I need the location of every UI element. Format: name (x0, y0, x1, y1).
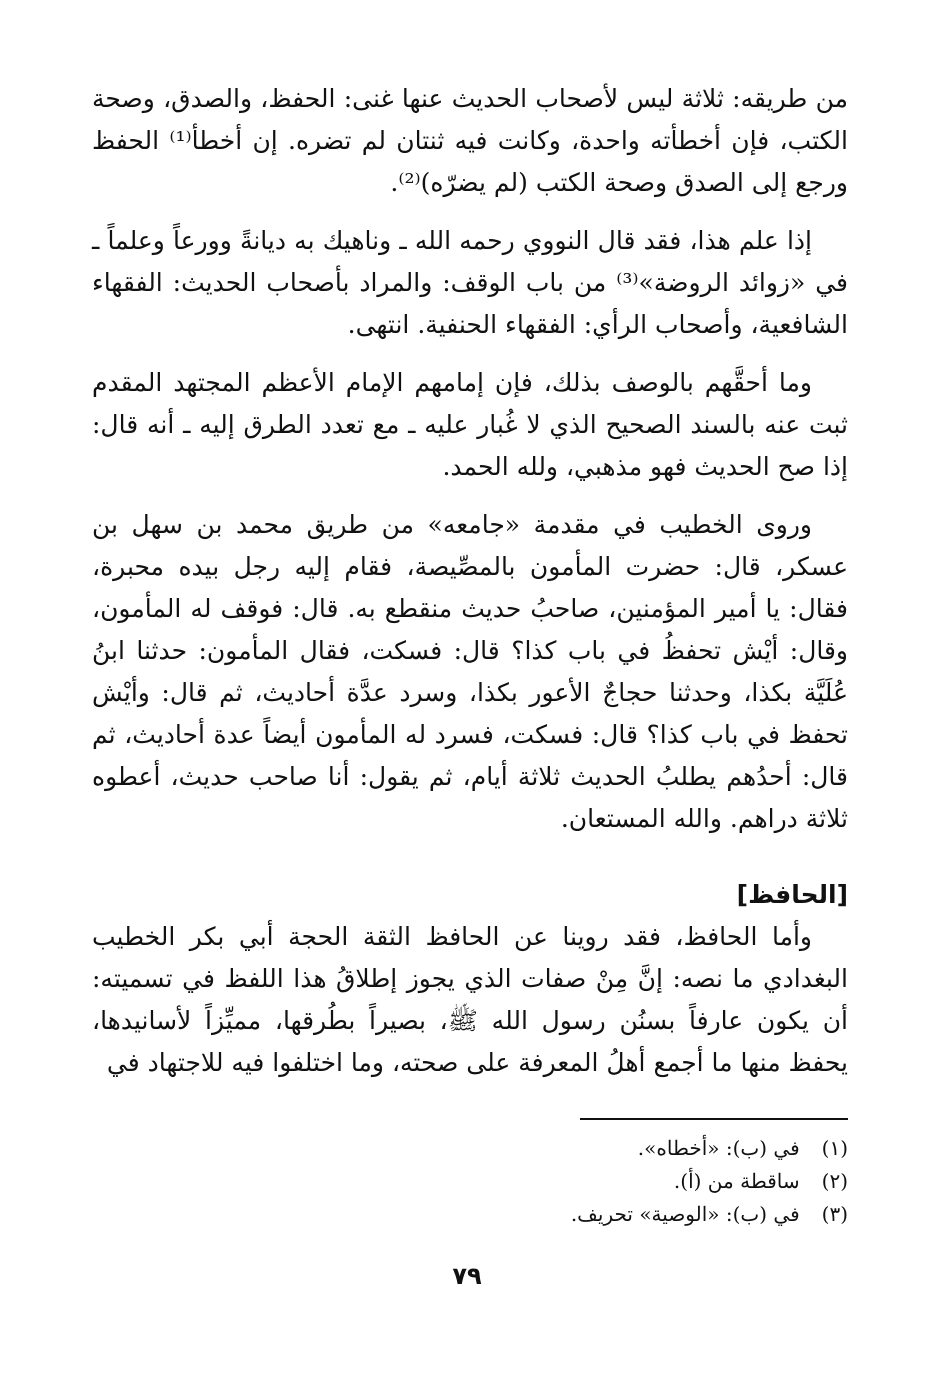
footnote-number: (١) (821, 1136, 848, 1160)
footnote-3 (92, 1198, 848, 1231)
footnotes (92, 1132, 848, 1231)
footnote-number: (٣) (821, 1202, 848, 1226)
footnote-text: في (ب): «أخطاه». (637, 1136, 800, 1160)
footnote-2 (92, 1165, 848, 1198)
paragraph-2: إذا علم هذا، فقد قال النووي رحمه الله ـ وناهيك به ديانةً وورعاً وعلماً ـ في «زوائد الروضة»⁽³⁾ من باب الوقف: والمراد بأصحاب الحديث: الفقهاء الشافعية، وأصحاب الرأي: الفقهاء الحنفية. انتهى. (92, 226, 848, 339)
section-paragraph: وأما الحافظ، فقد روينا عن الحافظ الثقة الحجة أبي بكر الخطيب البغدادي ما نصه: إنَّ مِنْ صفات الذي يجوز إطلاقُ هذا اللفظ في تسميته: أن يكون عارفاً بسنُن رسول الله ﷺ، بصيراً بطُرقها، مميِّزاً لأسانيدها، يحفظ منها ما أجمع أهلُ المعرفة على صحته، وما اختلفوا فيه للاجتهاد في (92, 922, 848, 1077)
footnote-divider (580, 1118, 848, 1120)
paragraph-4: وروى الخطيب في مقدمة «جامعه» من طريق محمد بن سهل بن عسكر، قال: حضرت المأمون بالمصِّيصة، فقام إليه رجل بيده محبرة، فقال: يا أمير المؤمنين، صاحبُ حديث منقطع به. قال: فوقف له المأمون، وقال: أيْش تحفظُ في باب كذا؟ قال: فسكت، فقال المأمون: حدثنا ابنُ عُلَيَّة بكذا، وحدثنا حجاجٌ الأعور بكذا، وسرد عدَّة أحاديث، ثم قال: وأيْش تحفظ في باب كذا؟ قال: فسكت، فسرد له المأمون أيضاً عدة أحاديث، ثم قال: أحدُهم يطلبُ الحديث ثلاثة أيام، ثم يقول: أنا صاحب حديث، أعطوه ثلاثة دراهم. والله المستعان. (92, 510, 848, 833)
section-heading: [الحافظ] (736, 880, 848, 909)
paragraph-3: وما أحقَّهم بالوصف بذلك، فإن إمامهم الإمام الأعظم المجتهد المقدم ثبت عنه بالسند الصحيح الذي لا غُبار عليه ـ مع تعدد الطرق إليه ـ أنه قال: إذا صح الحديث فهو مذهبي، ولله الحمد. (92, 368, 848, 481)
footnote-number: (٢) (821, 1169, 848, 1193)
page-body (92, 78, 848, 1100)
footnote-text: ساقطة من (أ). (673, 1169, 800, 1193)
footnote-text: في (ب): «الوصية» تحريف. (570, 1202, 800, 1226)
footnote-1 (92, 1132, 848, 1165)
paragraph-1: من طريقه: ثلاثة ليس لأصحاب الحديث عنها غنى: الحفظ، والصدق، وصحة الكتب، فإن أخطأته واحدة، وكانت فيه ثنتان لم تضره. إن أخطأ⁽¹⁾ الحفظ ورجع إلى الصدق وصحة الكتب (لم يضرّه)⁽²⁾. (92, 84, 848, 197)
page-number: ٧٩ (452, 1262, 482, 1290)
